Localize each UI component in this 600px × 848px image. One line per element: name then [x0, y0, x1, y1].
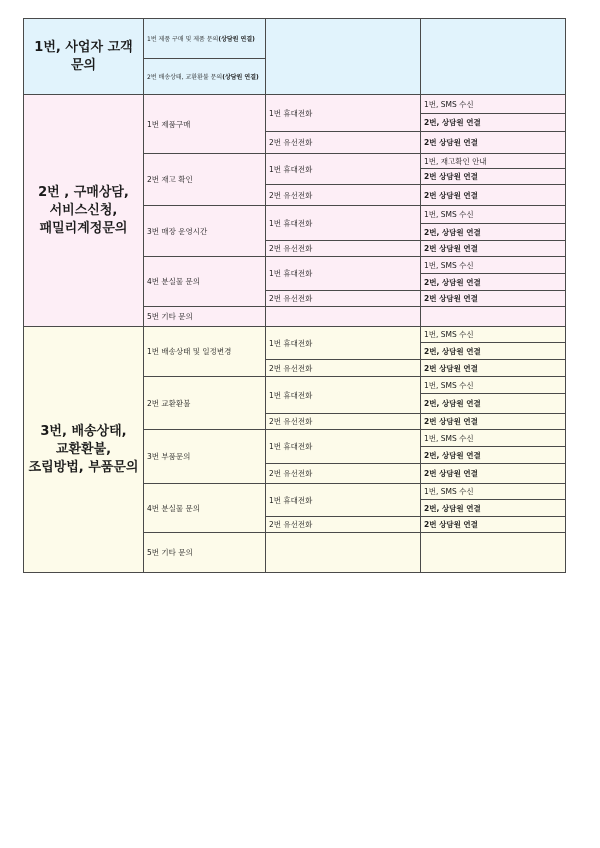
section3-item-2-mobile-opt2: 2번, 상담원 연결 — [420, 393, 566, 414]
section2-item-1: 1번 제품구매 — [143, 94, 266, 154]
section1-item-1-label: 1번 제품 구매 및 제품 문의 — [147, 36, 219, 43]
section3-item-2-landline-action: 2번 상담원 연결 — [420, 413, 566, 430]
section2-item-5-phone-empty — [265, 306, 421, 327]
section2-item-1-mobile: 1번 휴대전화 — [265, 94, 421, 132]
section3-title-line-2: 교환환불, — [55, 441, 112, 457]
section3-item-4-mobile: 1번 휴대전화 — [265, 483, 421, 517]
section3-item-3-mobile-opt2: 2번, 상담원 연결 — [420, 446, 566, 464]
section3-item-3-landline: 2번 유선전화 — [265, 463, 421, 484]
section2-item-3-mobile: 1번 휴대전화 — [265, 205, 421, 241]
section2-title-line-2: 서비스신청, — [49, 202, 118, 218]
section3-item-2-mobile-opt1: 1번, SMS 수신 — [420, 376, 566, 394]
section3-item-5-action-empty — [420, 532, 566, 573]
section2-item-2: 2번 재고 확인 — [143, 153, 266, 206]
section3-title-line-3: 조립방법, 부품문의 — [28, 459, 139, 475]
section2-item-3-mobile-opt1: 1번, SMS 수신 — [420, 205, 566, 224]
section3-item-1-mobile-opt1: 1번, SMS 수신 — [420, 326, 566, 343]
section2-item-4-mobile: 1번 휴대전화 — [265, 256, 421, 291]
section3-item-3: 3번 부품문의 — [143, 429, 266, 484]
section2-item-1-landline: 2번 유선전화 — [265, 131, 421, 154]
section2-item-5: 5번 기타 문의 — [143, 306, 266, 327]
section3-item-1-landline-action: 2번 상담원 연결 — [420, 359, 566, 377]
section3-item-5-phone-empty — [265, 532, 421, 573]
section3-title — [23, 326, 144, 573]
section2-item-2-landline: 2번 유선전화 — [265, 184, 421, 206]
section2-item-5-action-empty — [420, 306, 566, 327]
section2-item-1-mobile-opt2: 2번, 상담원 연결 — [420, 113, 566, 132]
ars-menu-table — [23, 18, 566, 573]
section2-item-1-mobile-opt1: 1번, SMS 수신 — [420, 94, 566, 114]
section3-item-4: 4번 분실물 문의 — [143, 483, 266, 533]
section3-item-5: 5번 기타 문의 — [143, 532, 266, 573]
section3-item-1-mobile-opt2: 2번, 상담원 연결 — [420, 342, 566, 360]
section2-item-3-landline-action: 2번 상담원 연결 — [420, 240, 566, 257]
section2-item-2-mobile-opt2: 2번 상담원 연결 — [420, 168, 566, 185]
section3-item-4-mobile-opt1: 1번, SMS 수신 — [420, 483, 566, 500]
section3-item-4-landline-action: 2번 상담원 연결 — [420, 516, 566, 533]
section1-item-2 — [143, 58, 266, 95]
section2-item-2-mobile-opt1: 1번, 재고확인 안내 — [420, 153, 566, 169]
section1-item-2-strong: (상담원 연결) — [222, 74, 259, 81]
section2-item-3-mobile-opt2: 2번, 상담원 연결 — [420, 223, 566, 241]
section3-item-4-landline: 2번 유선전화 — [265, 516, 421, 533]
section3-item-1-mobile: 1번 휴대전화 — [265, 326, 421, 360]
section2-item-4-landline: 2번 유선전화 — [265, 290, 421, 307]
section3-title-line-1: 3번, 배송상태, — [40, 423, 127, 439]
section2-title-line-3: 패밀리계정문의 — [39, 220, 128, 236]
section3-item-3-mobile: 1번 휴대전화 — [265, 429, 421, 464]
section3-item-3-landline-action: 2번 상담원 연결 — [420, 463, 566, 484]
section2-item-4: 4번 분실물 문의 — [143, 256, 266, 307]
section3-item-2: 2번 교환환불 — [143, 376, 266, 430]
section3-item-4-mobile-opt2: 2번, 상담원 연결 — [420, 499, 566, 517]
section1-item-1-strong: (상담원 연결) — [218, 36, 255, 43]
section2-item-1-landline-action: 2번 상담원 연결 — [420, 131, 566, 154]
section1-item-1 — [143, 18, 266, 59]
section2-item-4-mobile-opt1: 1번, SMS 수신 — [420, 256, 566, 274]
section2-item-2-landline-action: 2번 상담원 연결 — [420, 184, 566, 206]
section3-item-3-mobile-opt1: 1번, SMS 수신 — [420, 429, 566, 447]
section2-item-3: 3번 매장 운영시간 — [143, 205, 266, 257]
section3-item-1: 1번 배송상태 및 일정변경 — [143, 326, 266, 377]
section2-title — [23, 94, 144, 327]
section2-title-line-1: 2번 , 구매상담, — [38, 184, 129, 200]
section2-item-4-landline-action: 2번 상담원 연결 — [420, 290, 566, 307]
section2-item-3-landline: 2번 유선전화 — [265, 240, 421, 257]
section1-action-empty — [420, 18, 566, 95]
section2-item-2-mobile: 1번 휴대전화 — [265, 153, 421, 185]
section1-phone-empty — [265, 18, 421, 95]
section1-item-2-label: 2번 배송상태, 교환환불 문의 — [147, 74, 223, 81]
section1-title: 1번, 사업자 고객 문의 — [23, 18, 144, 95]
section3-item-2-mobile: 1번 휴대전화 — [265, 376, 421, 414]
section2-item-4-mobile-opt2: 2번, 상담원 연결 — [420, 273, 566, 291]
section3-item-2-landline: 2번 유선전화 — [265, 413, 421, 430]
section3-item-1-landline: 2번 유선전화 — [265, 359, 421, 377]
